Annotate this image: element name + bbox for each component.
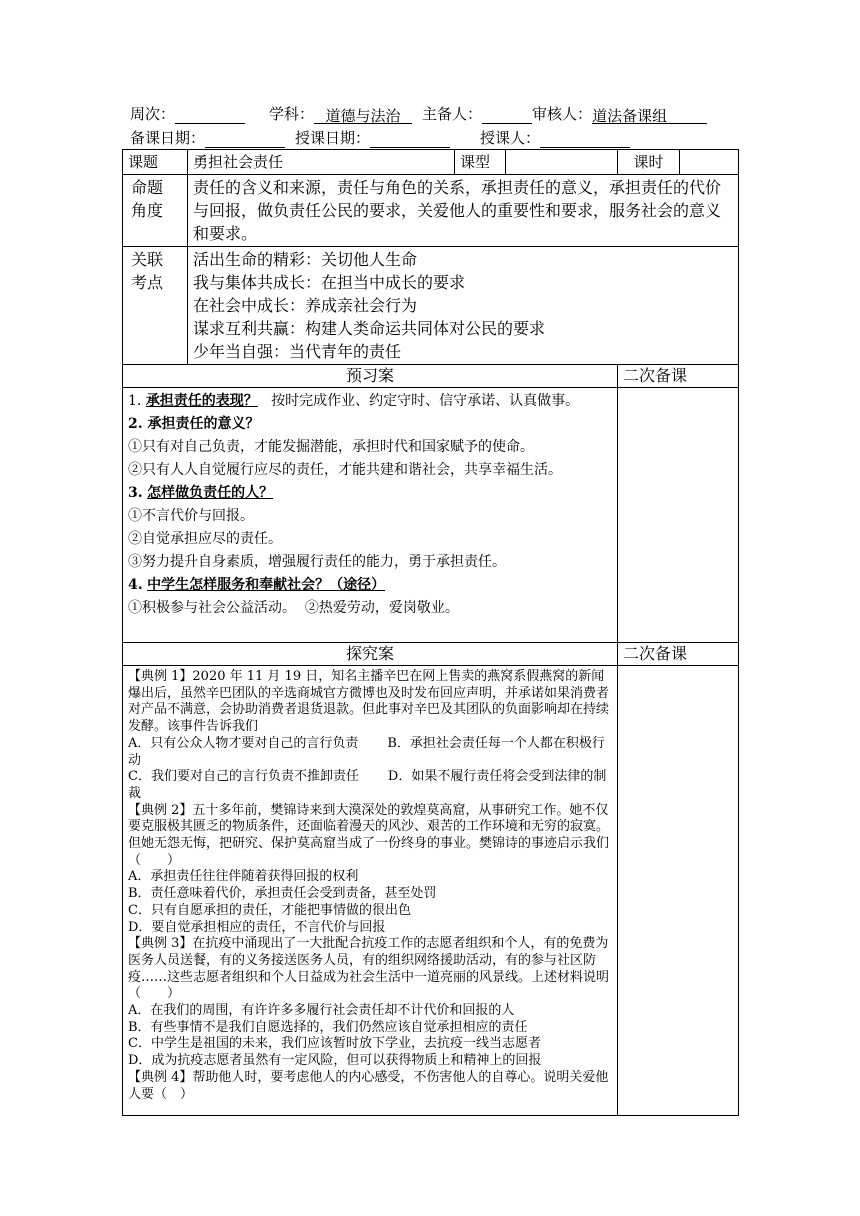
- explore-title: 探究案: [123, 643, 618, 666]
- subject-field[interactable]: 道德与法治: [314, 106, 412, 124]
- q3-item: ①不言代价与回报。: [128, 508, 254, 524]
- preview-second-prep-box[interactable]: [618, 388, 739, 643]
- q2-item: ①只有对自己负责，才能发掘潜能，承担时代和国家赋予的使命。: [128, 439, 534, 455]
- preview-content: [123, 388, 618, 643]
- week-field[interactable]: [175, 106, 245, 124]
- topic-label: 课题: [123, 150, 188, 175]
- example-3-stem: 【典例 3】在抗疫中涌现出了一大批配合抗疫工作的志愿者组织和个人，有的免费为医务人员送餐，有的义务接送医务人员，有的组织网络援助活动，有的参与社区防疫……这些志愿者组织和个人日益成为社会生活中一道亮丽的风景线。上述材料说明（ ）: [128, 936, 610, 1002]
- topic-value: 勇担社会责任: [188, 150, 455, 175]
- q4-number: 4.: [128, 577, 143, 593]
- prep-date-field[interactable]: [205, 130, 285, 148]
- teacher-label: 授课人：: [480, 129, 541, 147]
- subject-label: 学科：: [269, 105, 315, 123]
- angle-label: 命题角度: [123, 175, 188, 247]
- point-item: 活出生命的精彩：关切他人生命: [193, 250, 418, 269]
- reviewer-label: 审核人：: [532, 105, 593, 123]
- preparer-field[interactable]: [482, 106, 532, 124]
- q1-title: 承担责任的表现？: [145, 393, 258, 409]
- points-row: [123, 247, 739, 365]
- q3-title: 怎样做负责任的人？: [147, 485, 274, 501]
- q3-item: ③努力提升自身素质，增强履行责任的能力，勇于承担责任。: [128, 554, 506, 570]
- preview-body-row: [123, 388, 739, 643]
- second-prep-label-2: 二次备课: [618, 643, 739, 666]
- ex2-option: B．责任意味着代价，承担责任会受到责备，甚至处罚: [128, 886, 437, 902]
- points-label: 关联考点: [123, 247, 188, 365]
- angle-text: 责任的含义和来源，责任与角色的关系，承担责任的意义，承担责任的代价与回报，做负责任公民的要求，关爱他人的重要性和要求，服务社会的意义和要求。: [188, 175, 739, 247]
- example-4-stem: 【典例 4】帮助他人时，要考虑他人的内心感受，不伤害他人的自尊心。说明关爱他人要（ ）: [128, 1069, 609, 1102]
- point-item: 我与集体共成长：在担当中成长的要求: [193, 273, 466, 292]
- ex3-option: A．在我们的周围，有许许多多履行社会责任却不计代价和回报的人: [128, 1003, 515, 1019]
- q4-title: 中学生怎样服务和奉献社会？（途径）: [147, 577, 386, 593]
- q3-item: ②自觉承担应尽的责任。: [128, 531, 282, 547]
- ex2-option: C．只有自愿承担的责任，才能把事情做的很出色: [128, 902, 411, 918]
- example-2-stem: 【典例 2】五十多年前，樊锦诗来到大漠深处的敦煌莫高窟，从事研究工作。她不仅要克服极其匮乏的物质条件，还面临着漫天的风沙、艰苦的工作环境和无穷的寂寞。但她无怨无悔，把研究、保护莫高窟当成了一份终身的事业。樊锦诗的事迹启示我们（ ）: [128, 802, 610, 868]
- ex2-option: D．要自觉承担相应的责任，不言代价与回报: [128, 919, 386, 935]
- points-list: [188, 247, 739, 365]
- q1-number: 1.: [128, 393, 142, 409]
- q4-items: ①积极参与社会公益活动。 ②热爱劳动，爱岗敬业。: [128, 600, 459, 616]
- ex1-option-c: C．我们要对自己的言行负责不推卸责任: [128, 769, 359, 785]
- explore-body-row: [123, 666, 739, 1116]
- ex3-option: D．成为抗疫志愿者虽然有一定风险，但可以获得物质上和精神上的回报: [128, 1053, 542, 1069]
- point-item: 在社会中成长：养成亲社会行为: [193, 296, 418, 315]
- hours-label: 课时: [618, 150, 680, 175]
- explore-second-prep-box[interactable]: [618, 666, 739, 1116]
- preview-q4: [128, 574, 612, 597]
- teacher-field[interactable]: [540, 130, 630, 148]
- q2-title: 2. 承担责任的意义？: [128, 416, 260, 432]
- ex1-option-d: D．如果不履行责任将会受到法律的制裁: [128, 769, 607, 801]
- topic-row: [123, 150, 739, 175]
- lesson-plan-table: [122, 149, 739, 1116]
- header-row-1: [130, 104, 707, 124]
- explore-header-row: [123, 643, 739, 666]
- preview-q3: [128, 482, 612, 505]
- header-row-2: [130, 128, 630, 148]
- angle-row: [123, 175, 739, 247]
- teach-date-label: 授课日期：: [295, 129, 371, 147]
- preparer-label: 主备人：: [422, 105, 483, 123]
- point-item: 谋求互利共赢：构建人类命运共同体对公民的要求: [193, 319, 546, 338]
- type-value[interactable]: [506, 150, 618, 175]
- example-1-stem: 【典例 1】2020 年 11 月 19 日，知名主播辛巴在网上售卖的燕窝系假燕窝的新闻爆出后，虽然辛巴团队的辛选商城官方微博也及时发布回应声明，并承诺如果消费者对产品不满意，会协助消费者退货退款。但此事对辛巴及其团队的负面影响却在持续发酵。该事件告诉我们: [128, 669, 610, 735]
- hours-value[interactable]: [680, 150, 739, 175]
- ex1-option-b: B．承担社会责任每一个人都在积极行动: [128, 735, 605, 768]
- point-item: 少年当自强：当代青年的责任: [193, 342, 402, 361]
- q2-item: ②只有人人自觉履行应尽的责任，才能共建和谐社会，共享幸福生活。: [128, 462, 562, 478]
- ex3-option: C．中学生是祖国的未来，我们应该暂时放下学业，去抗疫一线当志愿者: [128, 1036, 541, 1052]
- preview-q1: [128, 390, 612, 413]
- ex2-option: A．承担责任往往伴随着获得回报的权利: [128, 869, 359, 885]
- example-1-options-ab: [128, 736, 612, 769]
- preview-title: 预习案: [123, 365, 618, 388]
- q1-answer: 按时完成作业、约定守时、信守承诺、认真做事。: [271, 393, 580, 409]
- type-label: 课型: [455, 150, 506, 175]
- ex3-option: B．有些事情不是我们自愿选择的，我们仍然应该自觉承担相应的责任: [128, 1019, 528, 1035]
- preview-header-row: [123, 365, 739, 388]
- teach-date-field[interactable]: [370, 130, 450, 148]
- explore-content: [123, 666, 618, 1116]
- reviewer-field[interactable]: 道法备课组: [592, 106, 707, 124]
- q3-number: 3.: [128, 485, 143, 501]
- example-1-options-cd: [128, 769, 612, 802]
- ex1-option-a: A．只有公众人物才要对自己的言行负责: [128, 735, 359, 751]
- week-label: 周次：: [130, 105, 176, 123]
- second-prep-label: 二次备课: [618, 365, 739, 388]
- prep-date-label: 备课日期：: [130, 129, 206, 147]
